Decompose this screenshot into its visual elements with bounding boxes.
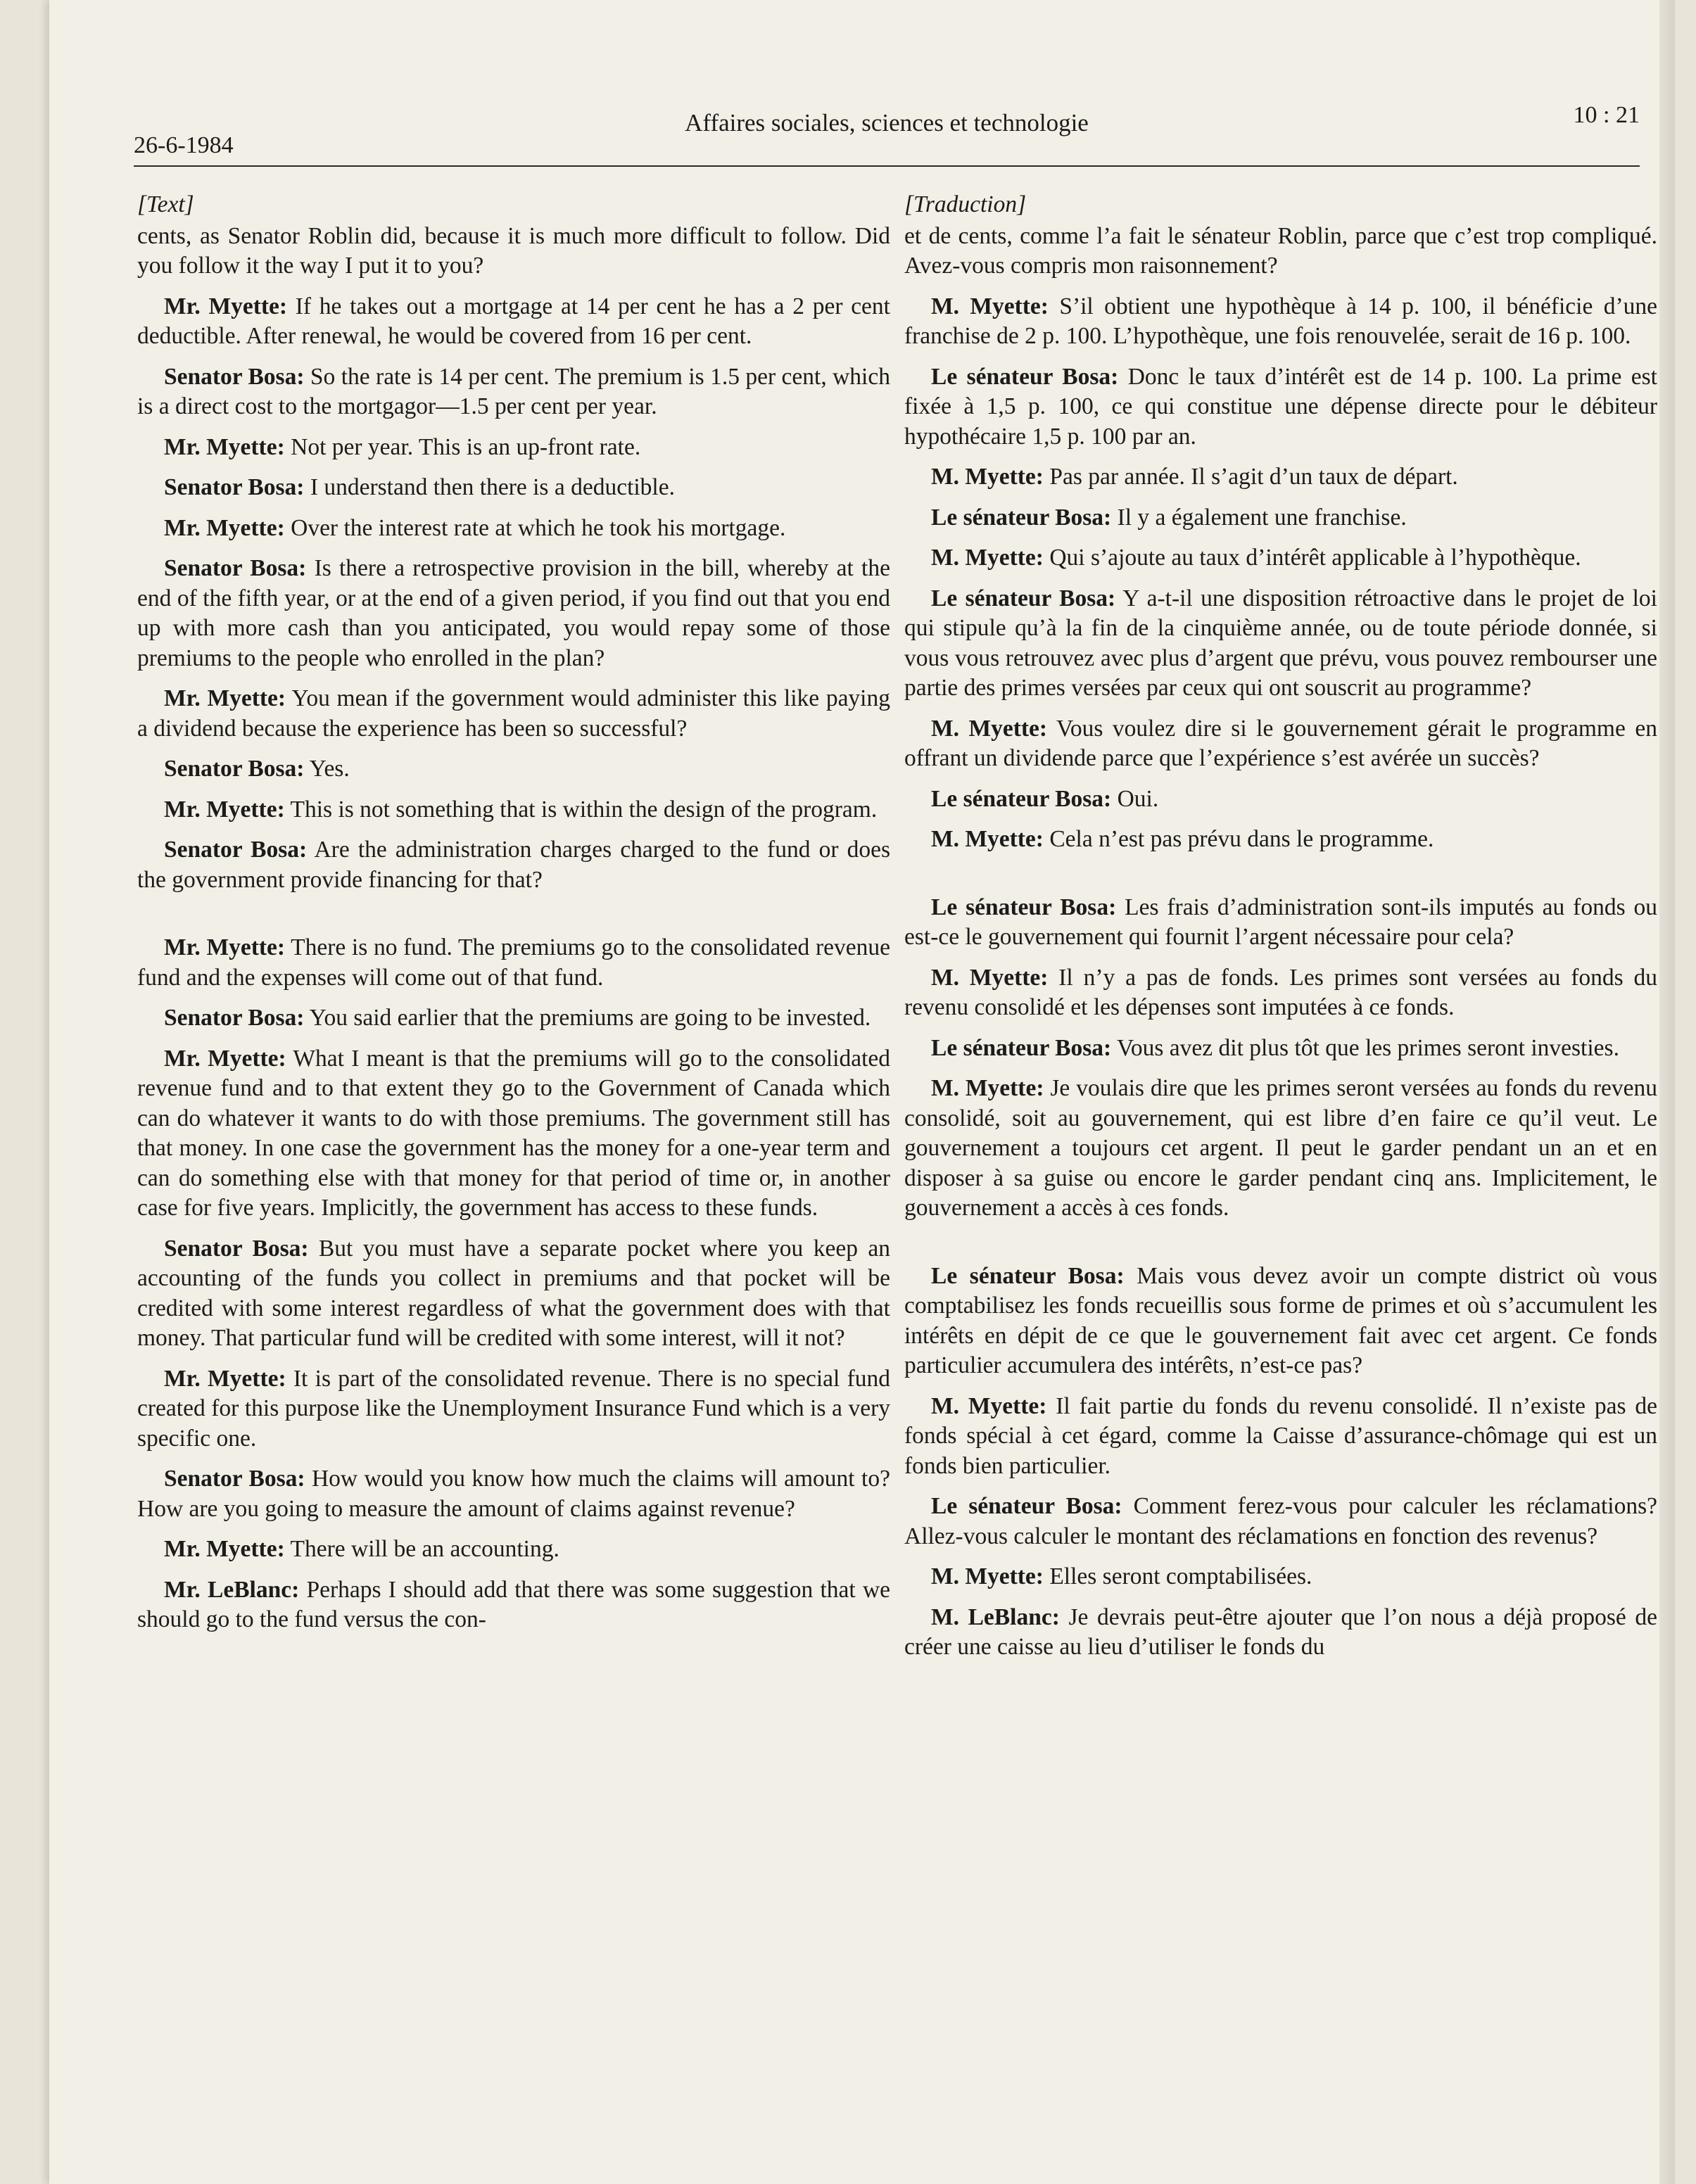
paragraph	[904, 1603, 1657, 1663]
speaker: M. Myette:	[931, 1563, 1044, 1589]
paragraph-text: Il fait partie du fonds du revenu consolidé. Il n’existe pas de fonds spécial à cet égard, comme la Caisse d’assurance-chômage qui est un fonds bien particulier.	[904, 1392, 1657, 1479]
paragraph-text: How would you know how much the claims will amount to? How are you going to measure the amount of claims against revenue?	[137, 1466, 890, 1522]
paragraph-text: Je voulais dire que les primes seront versées au fonds du revenu consolidé, soit au gouvernement, qui est libre d’en faire ce qu’il veut. Le gouvernement a toujours cet argent. Il peut le garder pendant un an et en disposer à sa guise ou encore le garder pendant cinq ans. Implicitement, le gouvernement a accès à ces fonds.	[904, 1075, 1657, 1221]
paragraph	[904, 1262, 1657, 1381]
speaker: Senator Bosa:	[164, 474, 305, 500]
english-column	[137, 190, 890, 1646]
paragraph	[904, 222, 1657, 281]
language-marker: [Text]	[137, 191, 194, 217]
paragraph	[904, 825, 1657, 855]
paragraph-text: Pas par année. Il s’agit d’un taux de départ.	[1043, 464, 1458, 490]
speaker: M. LeBlanc:	[931, 1604, 1060, 1630]
paragraph	[137, 795, 890, 825]
paragraph-text: You mean if the government would administer this like paying a dividend because the experience has been so successful?	[137, 685, 890, 742]
paragraph-text: So the rate is 14 per cent. The premium is 1.5 per cent, which is a direct cost to the mortgagor—1.5 per cent per year.	[137, 363, 890, 419]
paragraph	[137, 933, 890, 993]
paragraph	[904, 963, 1657, 1023]
paragraph-text: Elles seront comptabilisées.	[1043, 1563, 1312, 1589]
paragraph	[137, 473, 890, 503]
paragraph-text: If he takes out a mortgage at 14 per cent he has a 2 per cent deductible. After renewal, he would be covered from 16 per cent.	[137, 293, 890, 349]
paragraph	[137, 835, 890, 895]
speaker: Mr. Myette:	[164, 1536, 285, 1562]
paragraph-text: Oui.	[1111, 785, 1159, 812]
paragraph	[137, 1234, 890, 1354]
speaker: M. Myette:	[931, 545, 1044, 571]
speaker: Le sénateur Bosa:	[931, 504, 1112, 531]
paragraph	[904, 1562, 1657, 1592]
paragraph-text: S’il obtient une hypothèque à 14 p. 100, il bénéficie d’une franchise de 2 p. 100. L’hypothèque, une fois renouvelée, serait de 16 p. 100.	[904, 293, 1657, 349]
paragraph	[137, 514, 890, 544]
speaker: Mr. Myette:	[164, 796, 285, 823]
speaker: Mr. LeBlanc:	[164, 1576, 300, 1603]
paragraph	[904, 1492, 1657, 1551]
paragraph-text: Y a-t-il une disposition rétroactive dans le projet de loi qui stipule qu’à la fin de la cinquième année, ou de toute période donnée, si vous vous retrouvez avec plus d’argent que prévu, vous pouvez rembourser une partie des primes versées par ceux qui ont souscrit au programme?	[904, 585, 1657, 701]
paragraph	[904, 1034, 1657, 1064]
paragraph	[904, 543, 1657, 573]
paragraph	[904, 785, 1657, 815]
paragraph-text: But you must have a separate pocket where you keep an accounting of the funds you collect in premiums and that pocket will be credited with some interest regardless of what the government does with that money. That particular fund will be credited with some interest, will it not?	[137, 1235, 891, 1351]
running-header	[134, 99, 1640, 167]
header-title: Affaires sociales, sciences et technologie	[685, 109, 1089, 136]
paragraph-text: This is not something that is within the design of the program.	[284, 796, 878, 823]
paragraph-text: Is there a retrospective provision in the bill, whereby at the end of the fifth year, or at the end of a given period, if you find out that you end up with more cash than you anticipated, you would repay some of those premiums to the people who enrolled in the plan?	[137, 555, 890, 671]
paragraph-text: It is part of the consolidated revenue. There is no special fund created for this purpose like the Unemployment Insurance Fund which is a very specific one.	[137, 1365, 890, 1452]
paragraph-text: Je devrais peut-être ajouter que l’on nous a déjà proposé de créer une caisse au lieu d’utiliser le fonds du	[904, 1604, 1657, 1660]
speaker: M. Myette:	[931, 964, 1049, 991]
paragraph	[137, 554, 890, 673]
speaker: Le sénateur Bosa:	[931, 785, 1112, 812]
french-column	[904, 190, 1657, 1673]
paragraph	[904, 714, 1657, 774]
speaker: Le sénateur Bosa:	[931, 1493, 1122, 1519]
paragraph	[137, 222, 890, 281]
paragraph	[904, 584, 1657, 704]
paragraph-text: You said earlier that the premiums are going to be invested.	[304, 1005, 871, 1031]
paragraph	[904, 292, 1657, 352]
speaker: M. Myette:	[931, 293, 1049, 319]
paragraph	[137, 1003, 890, 1034]
speaker: Le sénateur Bosa:	[931, 1262, 1125, 1289]
speaker: Le sénateur Bosa:	[931, 1034, 1112, 1061]
speaker: Senator Bosa:	[164, 1005, 305, 1031]
speaker: M. Myette:	[931, 464, 1044, 490]
paragraph	[137, 1575, 890, 1635]
paragraph-text: Cela n’est pas prévu dans le programme.	[1043, 826, 1434, 852]
paragraph	[137, 754, 890, 785]
speaker: Mr. Myette:	[164, 1045, 286, 1072]
paragraph	[137, 1044, 890, 1224]
paragraph-text: Vous voulez dire si le gouvernement gérait le programme en offrant un dividende parce que l’expérience s’est avérée un succès?	[904, 715, 1657, 771]
paragraph	[137, 292, 890, 352]
speaker: Mr. Myette:	[164, 293, 288, 319]
speaker: M. Myette:	[931, 1075, 1044, 1101]
document-page	[49, 0, 1675, 2184]
speaker: Senator Bosa:	[164, 1235, 309, 1262]
paragraph-text: cents, as Senator Roblin did, because it is much more difficult to follow. Did you follow it the way I put it to you?	[137, 222, 890, 279]
paragraph-text: Qui s’ajoute au taux d’intérêt applicable à l’hypothèque.	[1043, 545, 1581, 571]
paragraph	[137, 684, 890, 744]
paragraph	[904, 1074, 1657, 1224]
paragraph	[137, 1535, 890, 1565]
paragraph-text: Il n’y a pas de fonds. Les primes sont versées au fonds du revenu consolidé et les dépenses sont imputées à ce fonds.	[904, 964, 1657, 1020]
speaker: Mr. Myette:	[164, 685, 286, 711]
paragraph-text: Vous avez dit plus tôt que les primes seront investies.	[1111, 1034, 1619, 1061]
header-date: 26-6-1984	[134, 132, 234, 158]
paragraph-text: Comment ferez-vous pour calculer les réclamations? Allez-vous calculer le montant des réclamations en fonction des revenus?	[904, 1493, 1657, 1549]
paragraph-text: There will be an accounting.	[284, 1536, 559, 1562]
paragraph	[904, 503, 1657, 533]
speaker: Mr. Myette:	[164, 433, 285, 460]
paragraph-text: Over the interest rate at which he took his mortgage.	[284, 514, 786, 541]
paragraph-text: Donc le taux d’intérêt est de 14 p. 100. La prime est fixée à 1,5 p. 100, ce qui constitue une dépense directe pour le débiteur hypothécaire 1,5 p. 100 par an.	[904, 363, 1657, 450]
paragraph	[904, 362, 1657, 452]
speaker: Senator Bosa:	[164, 756, 305, 782]
speaker: M. Myette:	[931, 1392, 1047, 1419]
paragraph-text: What I meant is that the premiums will go to the consolidated revenue fund and to that extent they go to the Government of Canada which can do whatever it wants to do with those premiums. The government still has that money. In one case the government has the money for a one-year term and can do something else with that money for that period of time or, in another case for five years. Implicitly, the government has access to these funds.	[137, 1045, 890, 1221]
paragraph	[137, 1364, 890, 1454]
speaker: Mr. Myette:	[164, 514, 285, 541]
paragraph-text: Perhaps I should add that there was some suggestion that we should go to the fund versus the con-	[137, 1576, 891, 1632]
speaker: Le sénateur Bosa:	[931, 894, 1117, 920]
speaker: Le sénateur Bosa:	[931, 363, 1119, 390]
paragraph-text: Are the administration charges charged to the fund or does the government provide financing for that?	[137, 837, 891, 893]
paragraph-text: Il y a également une franchise.	[1111, 504, 1407, 531]
paragraph-text: Mais vous devez avoir un compte district où vous comptabilisez les fonds recueillis sous forme de primes et où s’accumulent les intérêts en dépit de ce que le gouvernement fait avec cet argent. Ce fonds particulier accumulera des intérêts, n’est-ce pas?	[904, 1262, 1657, 1378]
paragraph	[137, 362, 890, 422]
paragraph-text: Not per year. This is an up-front rate.	[284, 433, 641, 460]
speaker: Mr. Myette:	[164, 934, 286, 960]
paragraph	[904, 893, 1657, 953]
paragraph	[137, 1464, 890, 1524]
language-marker: [Traduction]	[904, 191, 1027, 217]
paragraph-text: Yes.	[304, 756, 350, 782]
paragraph	[904, 1392, 1657, 1482]
page-edge	[1659, 0, 1675, 2184]
speaker: Senator Bosa:	[164, 1466, 305, 1492]
speaker: Senator Bosa:	[164, 555, 307, 581]
speaker: Senator Bosa:	[164, 837, 308, 863]
paragraph-text: I understand then there is a deductible.	[304, 474, 675, 500]
speaker: M. Myette:	[931, 826, 1044, 852]
header-page-number: 10 : 21	[1573, 102, 1640, 128]
speaker: Le sénateur Bosa:	[931, 585, 1116, 611]
paragraph	[137, 433, 890, 463]
paragraph-text: et de cents, comme l’a fait le sénateur Roblin, parce que c’est trop compliqué. Avez-vous compris mon raisonnement?	[904, 222, 1657, 279]
speaker: Mr. Myette:	[164, 1365, 286, 1392]
paragraph	[904, 462, 1657, 493]
paragraph-text: Les frais d’administration sont-ils imputés au fonds ou est-ce le gouvernement qui fournit l’argent nécessaire pour cela?	[904, 894, 1657, 950]
paragraph-text: There is no fund. The premiums go to the consolidated revenue fund and the expenses will come out of that fund.	[137, 934, 890, 991]
speaker: M. Myette:	[931, 715, 1048, 742]
speaker: Senator Bosa:	[164, 363, 305, 390]
